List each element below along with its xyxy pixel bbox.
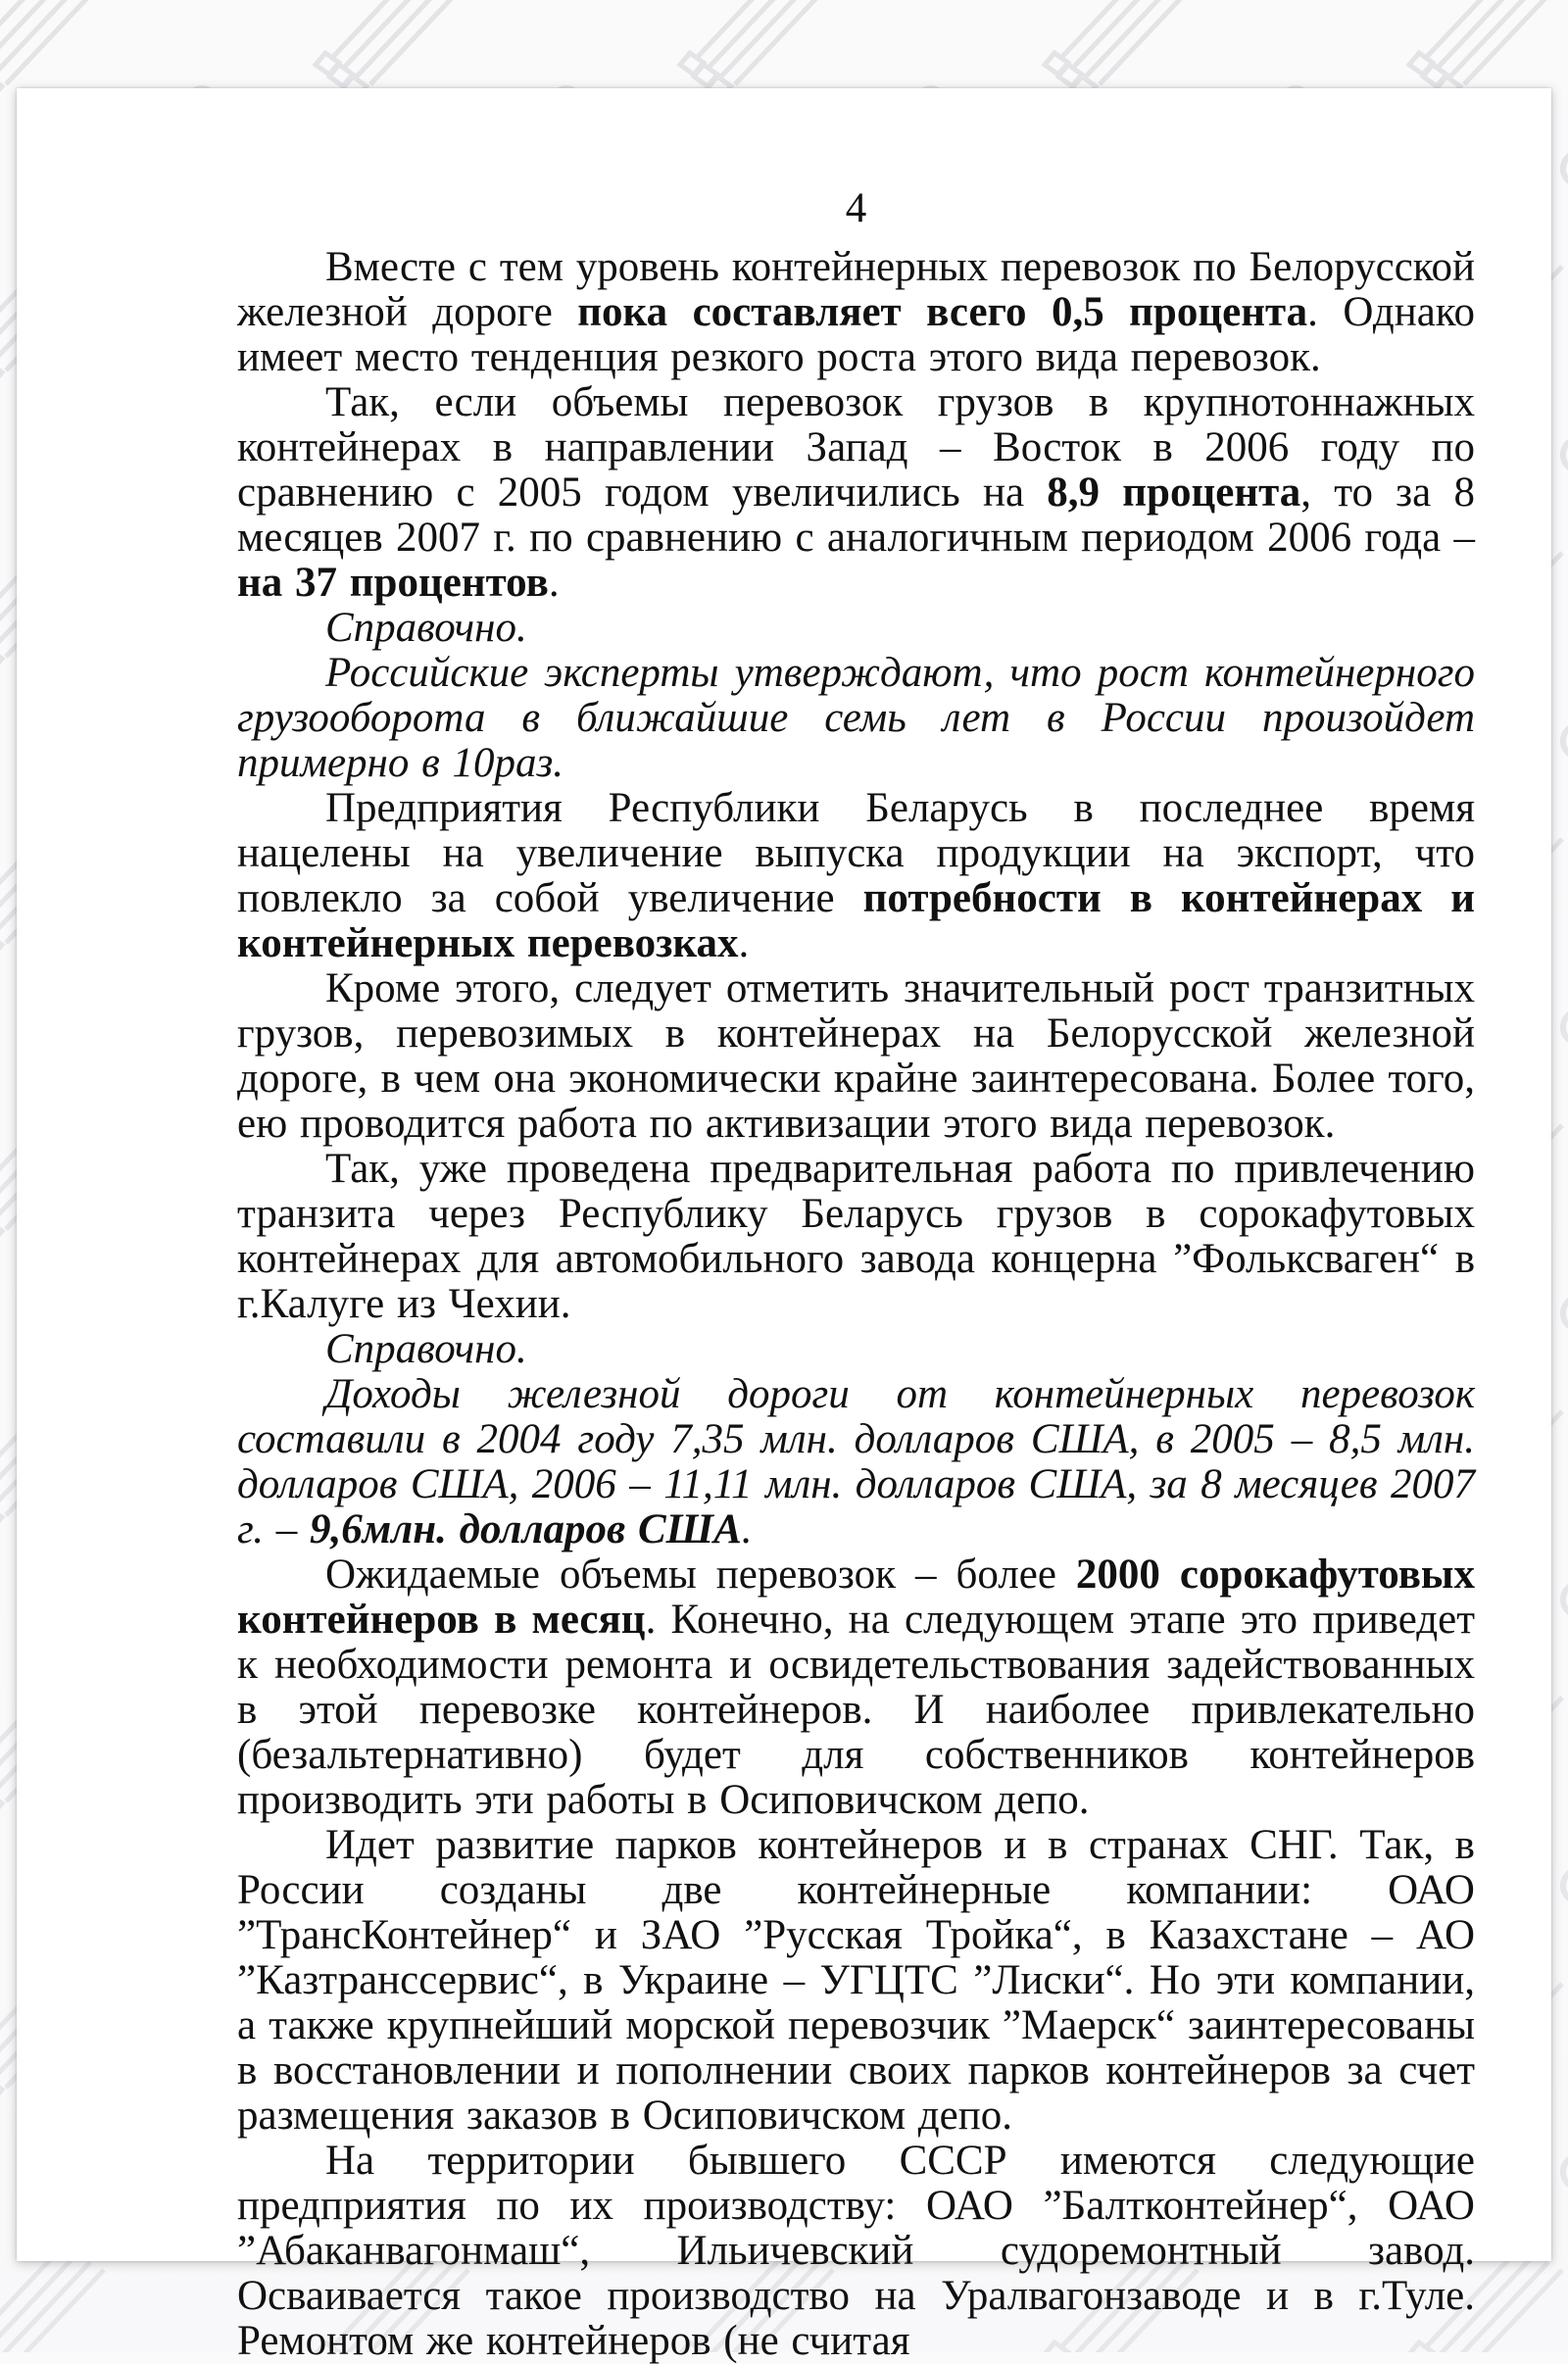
- text-run: Так, если объемы перевозок грузов в крупнотоннажных контейнерах в направлении Запад – Восток в 2006 году по сравнению с 2005 годом увеличились на: [237, 379, 1475, 516]
- text-run: Справочно.: [325, 1326, 527, 1372]
- text-run: потребности в контейнерах и контейнерных перевозках: [237, 875, 1475, 966]
- text-run: .: [548, 560, 560, 606]
- text-run: Так, уже проведена предварительная работа по привлечению транзита через Республику Беларусь грузов в сорокафутовых контейнерах для автомобильного завода концерна ”Фольксваген“ в г.Калуге из Чехии.: [237, 1146, 1475, 1327]
- text-run: Предприятия Республики Беларусь в последнее время нацелены на увеличение выпуска продукции на экспорт, что повлекло за собой увеличение: [237, 785, 1475, 921]
- text-run: .: [738, 920, 750, 966]
- text-run: 2000 сорокафутовых контейнеров в месяц: [237, 1551, 1475, 1643]
- text-run: 8,9 процента: [1047, 469, 1301, 516]
- text-run: на 37 процентов: [237, 560, 549, 606]
- document-body: [237, 245, 1475, 2364]
- paragraph: [237, 1372, 1475, 1552]
- text-run: . Конечно, на следующем этапе это приведет к необходимости ремонта и освидетельствования задействованных в этой перевозке контейнеров. И наиболее привлекательно (безальтернативно) будет для собственников контейнеров производить эти работы в Осиповичском депо.: [237, 1597, 1476, 1823]
- text-run: .: [741, 1506, 753, 1552]
- paragraph: [237, 245, 1475, 380]
- document-page: [17, 88, 1551, 2364]
- paragraph: [237, 1823, 1475, 2139]
- page-number: 4: [845, 185, 867, 231]
- text-run: Вместе с тем уровень контейнерных перевозок по Белорусской железной дороге: [237, 244, 1475, 335]
- paragraph: [237, 786, 1475, 966]
- paragraph: [237, 606, 1475, 651]
- paragraph: [237, 651, 1475, 786]
- paragraph: [237, 380, 1475, 606]
- text-run: Ожидаемые объемы перевозок – более: [325, 1551, 1076, 1598]
- text-run: . Однако имеет место тенденция резкого роста этого вида перевозок.: [237, 289, 1476, 380]
- text-run: Кроме этого, следует отметить значительный рост транзитных грузов, перевозимых в контейнерах на Белорусской железной дороге, в чем она экономически крайне заинтересована. Более того, ею проводится работа по активизации этого вида перевозок.: [237, 965, 1475, 1147]
- paragraph: [237, 1147, 1475, 1327]
- text-run: пока составляет всего 0,5 процента: [577, 289, 1308, 335]
- text-run: Идет развитие парков контейнеров и в странах СНГ. Так, в России созданы две контейнерные компании: ОАО ”ТрансКонтейнер“ и ЗАО ”Русская Тройка“, в Казахстане – АО ”Казтранссервис“, в Украине – УГЦТС ”Лиски“. Но эти компании, а также крупнейший морской перевозчик ”Маерск“ заинтересованы в восстановлении и пополнении своих парков контейнеров за счет размещения заказов в Осиповичском депо.: [237, 1822, 1475, 2139]
- text-run: , то за 8 месяцев 2007 г. по сравнению с аналогичным периодом 2006 года –: [237, 469, 1475, 561]
- paragraph: [237, 1552, 1475, 1823]
- text-run: Доходы железной дороги от контейнерных перевозок составили в 2004 году 7,35 млн. долларов США, в 2005 – 8,5 млн. долларов США, 2006 – 11,11 млн. долларов США, за 8 месяцев 2007 г. –: [237, 1371, 1475, 1552]
- paragraph: [237, 2139, 1475, 2364]
- text-run: 9,6млн. долларов США: [309, 1506, 742, 1552]
- text-run: Справочно.: [325, 605, 527, 651]
- paragraph: [237, 1327, 1475, 1372]
- text-run: На территории бывшего СССР имеются следующие предприятия по их производству: ОАО ”Балтконтейнер“, ОАО ”Абаканвагонмаш“, Ильичевский судоремонтный завод. Осваивается такое производство на Уралвагонзаводе и в г.Туле. Ремонтом же контейнеров (не считая: [237, 2138, 1475, 2364]
- paragraph: [237, 966, 1475, 1147]
- text-run: Российские эксперты утверждают, что рост контейнерного грузооборота в ближайшие семь лет в России произойдет примерно в 10раз.: [237, 650, 1475, 786]
